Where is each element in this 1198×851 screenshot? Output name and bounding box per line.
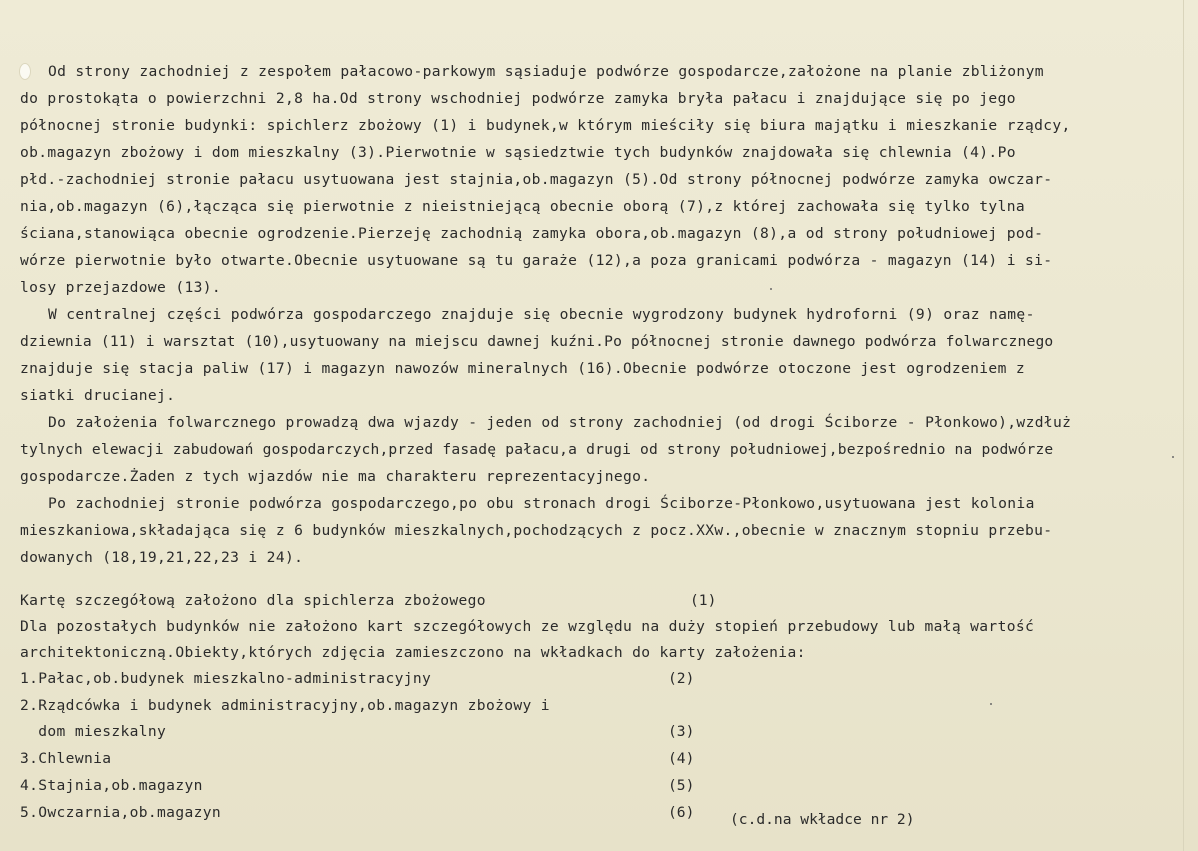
text-line: ob.magazyn zbożowy i dom mieszkalny (3).Pierwotnie w sąsiedztwie tych budynków znajdowała się chlewnia (4).Po: [20, 144, 1016, 161]
text-line: Do założenia folwarcznego prowadzą dwa wjazdy - jeden od strony zachodniej (od drogi Ściborze - Płonkowo),wzdłuż: [48, 414, 1072, 431]
list-item: 4.Stajnia,ob.magazyn: [20, 777, 203, 794]
list-item: dom mieszkalny: [20, 723, 167, 740]
text-line: północnej stronie budynki: spichlerz zbożowy (1) i budynek,w którym mieściły się biura majątku i mieszkanie rządcy,: [20, 117, 1071, 134]
list-item: 5.Owczarnia,ob.magazyn: [20, 804, 221, 821]
list-item: 2.Rządcówka i budynek administracyjny,ob.magazyn zbożowy i: [20, 697, 550, 714]
text-line: mieszkaniowa,składająca się z 6 budynków mieszkalnych,pochodzących z pocz.XXw.,obecnie w znacznym stopniu przebu-: [20, 522, 1053, 539]
text-line: ściana,stanowiąca obecnie ogrodzenie.Pierzeję zachodnią zamyka obora,ob.magazyn (8),a od strony południowej pod-: [20, 225, 1044, 242]
text-line: W centralnej części podwórza gospodarczego znajduje się obecnie wygrodzony budynek hydroforni (9) oraz namę-: [48, 306, 1035, 323]
continuation-note: (c.d.na wkładce nr 2): [730, 811, 915, 828]
paper-speck: [770, 288, 772, 290]
paper-edge-line: [1183, 0, 1184, 851]
text-line: płd.-zachodniej stronie pałacu usytuowana jest stajnia,ob.magazyn (5).Od strony północnej podwórze zamyka owczar-: [20, 171, 1053, 188]
text-line: tylnych elewacji zabudowań gospodarczych,przed fasadę pałacu,a drugi od strony południowej,bezpośrednio na podwórze: [20, 441, 1054, 458]
list-item-number: (6): [668, 804, 695, 821]
text-line: do prostokąta o powierzchni 2,8 ha.Od strony wschodniej podwórze zamyka bryła pałacu i znajdujące się po jego: [20, 90, 1016, 107]
text-line: architektoniczną.Obiekty,których zdjęcia zamieszczono na wkładkach do karty założenia:: [20, 644, 806, 661]
text-line: nia,ob.magazyn (6),łącząca się pierwotnie z nieistniejącą obecnie oborą (7),z której zachowała się tylko tylna: [20, 198, 1025, 215]
card-number: (1): [690, 592, 717, 609]
card-line: Kartę szczegółową założono dla spichlerza zbożowego: [20, 592, 486, 609]
text-line: siatki drucianej.: [20, 387, 176, 404]
text-line: gospodarcze.Żaden z tych wjazdów nie ma charakteru reprezentacyjnego.: [20, 468, 651, 485]
paper-speck: [1172, 456, 1174, 458]
text-line: losy przejazdowe (13).: [20, 279, 221, 296]
text-line: dziewnia (11) i warsztat (10),usytuowany na miejscu dawnej kuźni.Po północnej stronie dawnego podwórza folwarcznego: [20, 333, 1054, 350]
paper-speck: [990, 703, 992, 705]
text-line: dowanych (18,19,21,22,23 i 24).: [20, 549, 304, 566]
text-line: Po zachodniej stronie podwórza gospodarczego,po obu stronach drogi Ściborze-Płonkowo,usytuowana jest kolonia: [48, 495, 1035, 512]
list-item-number: (5): [668, 777, 695, 794]
list-item-number: (2): [668, 670, 695, 687]
text-line: wórze pierwotnie było otwarte.Obecnie usytuowane są tu garaże (12),a poza granicami podwórza - magazyn (14) i si-: [20, 252, 1053, 269]
text-line: Dla pozostałych budynków nie założono kart szczegółowych ze względu na duży stopień przebudowy lub małą wartość: [20, 618, 1035, 635]
list-item: 1.Pałac,ob.budynek mieszkalno-administracyjny: [20, 670, 432, 687]
text-line: Od strony zachodniej z zespołem pałacowo-parkowym sąsiaduje podwórze gospodarcze,założone na planie zbliżonym: [48, 63, 1044, 80]
text-line: znajduje się stacja paliw (17) i magazyn nawozów mineralnych (16).Obecnie podwórze otoczone jest ogrodzeniem z: [20, 360, 1025, 377]
list-item-number: (4): [668, 750, 695, 767]
list-item: 3.Chlewnia: [20, 750, 112, 767]
paper-punch-mark: [19, 63, 31, 80]
list-item-number: (3): [668, 723, 695, 740]
